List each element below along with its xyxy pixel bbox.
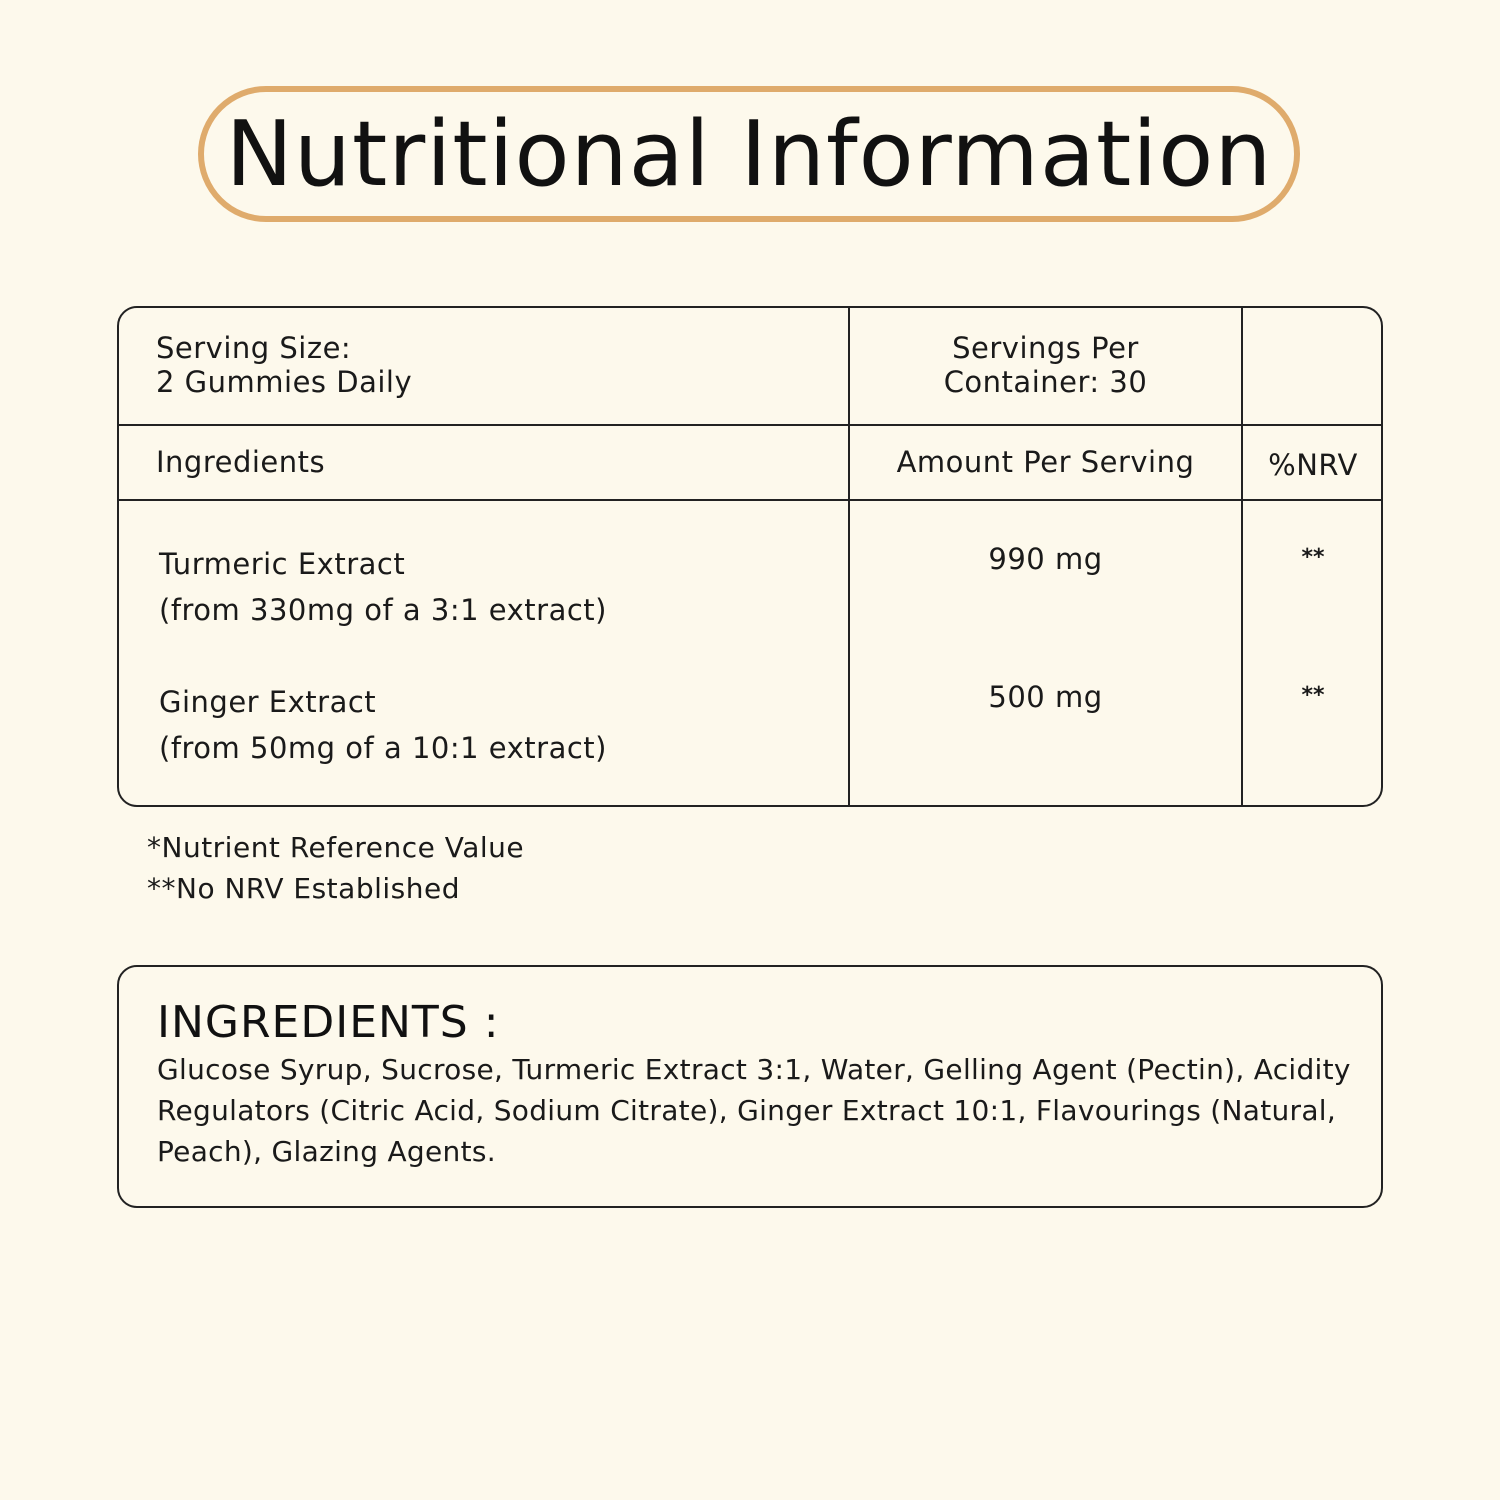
servings-per-container-line2: Container: 30 xyxy=(943,365,1148,399)
ingredients-list: Glucose Syrup, Sucrose, Turmeric Extract 3:1, Water, Gelling Agent (Pectin), Acidity Regulators (Citric Acid, Sodium Citrate), Ginger Extract 10:1, Flavourings (Natural, Peach), Glazing Agents. xyxy=(157,1053,1351,1168)
header-ingredients: Ingredients xyxy=(156,445,326,479)
ingredient-nrv: ** xyxy=(1301,683,1325,708)
serving-size-label: Serving Size: xyxy=(156,331,352,365)
footnote-nrv: *Nutrient Reference Value xyxy=(147,831,525,864)
header-nrv: %NRV xyxy=(1268,448,1358,482)
footnote-no-nrv: **No NRV Established xyxy=(147,872,460,905)
nutrition-facts-table xyxy=(117,306,1383,807)
ingredients-heading: INGREDIENTS : xyxy=(157,997,500,1048)
ingredient-detail: (from 50mg of a 10:1 extract) xyxy=(159,731,607,765)
servings-per-container-line1: Servings Per xyxy=(952,331,1139,365)
footnotes xyxy=(147,827,524,909)
ingredient-row xyxy=(159,679,607,771)
row-divider-2 xyxy=(119,499,1381,501)
row-divider-1 xyxy=(119,424,1381,426)
serving-size-value: 2 Gummies Daily xyxy=(156,365,413,399)
ingredient-name: Turmeric Extract xyxy=(159,547,406,581)
ingredient-nrv: ** xyxy=(1301,545,1325,570)
ingredient-detail: (from 330mg of a 3:1 extract) xyxy=(159,593,607,627)
title-pill xyxy=(198,86,1300,222)
ingredients-box xyxy=(117,965,1383,1208)
header-amount: Amount Per Serving xyxy=(896,445,1195,479)
page-title: Nutritional Information xyxy=(225,101,1273,207)
serving-size-cell xyxy=(156,331,412,399)
ingredient-row xyxy=(159,541,607,633)
ingredient-amount: 500 mg xyxy=(988,680,1103,714)
ingredient-name: Ginger Extract xyxy=(159,685,377,719)
ingredient-amount: 990 mg xyxy=(988,542,1103,576)
servings-per-container-cell xyxy=(850,331,1241,399)
